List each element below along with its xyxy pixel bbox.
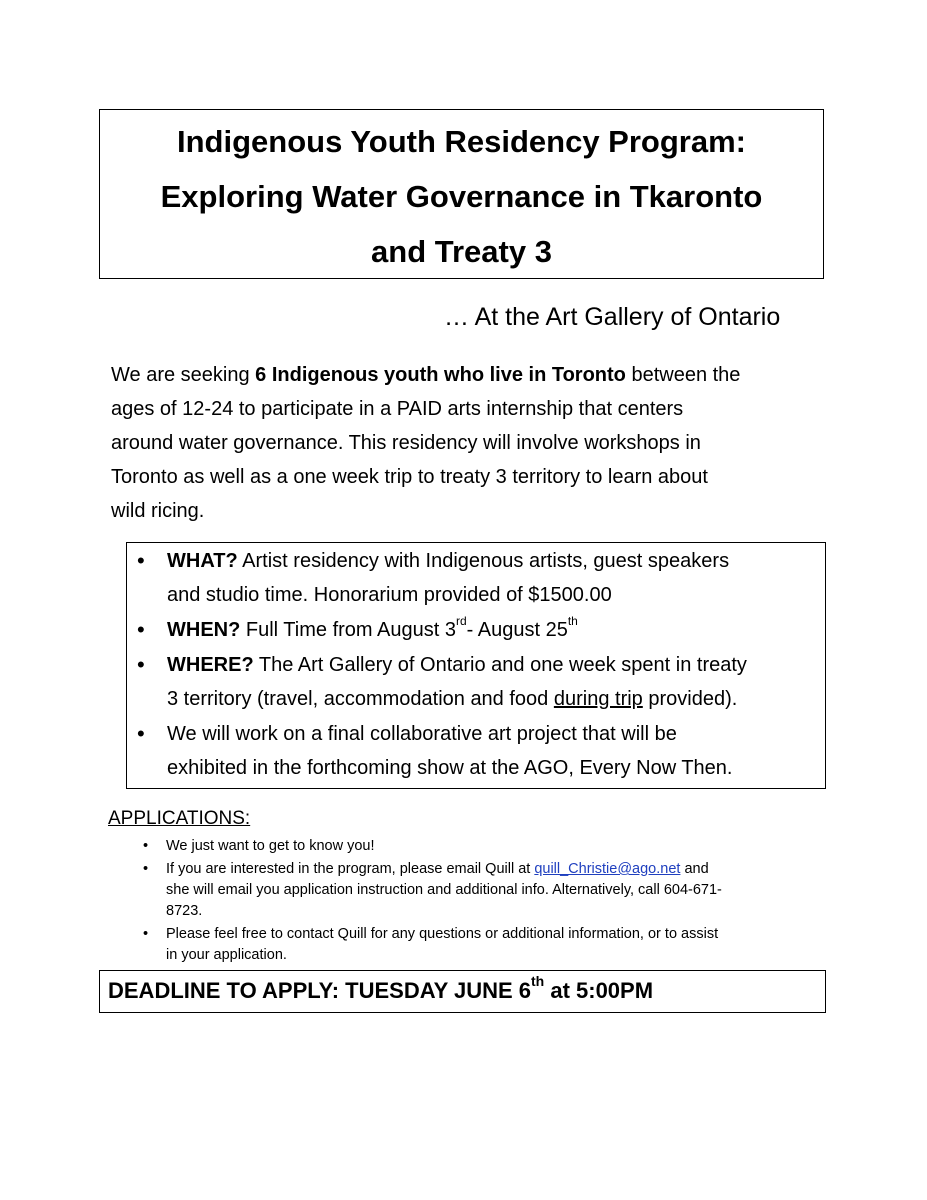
intro-lead: We are seeking bbox=[111, 364, 256, 386]
applications-item-3-line-1: • Please feel free to contact Quill for any questions or additional information, or to assist bbox=[166, 926, 719, 942]
intro-line-4: Toronto as well as a one week trip to treaty 3 territory to learn about bbox=[111, 466, 708, 488]
what-label: WHAT? bbox=[167, 550, 238, 572]
intro-line1-end: between the bbox=[625, 364, 741, 386]
deadline-box bbox=[99, 970, 826, 1013]
applications-item-3 bbox=[146, 924, 826, 966]
where-text-underlined: during trip bbox=[553, 688, 643, 710]
intro-line-3: around water governance. This residency will involve workshops in bbox=[111, 432, 701, 454]
when-text-b: - August 25 bbox=[466, 619, 568, 641]
details-item-when bbox=[127, 613, 825, 647]
applications-heading: APPLICATIONS: bbox=[108, 808, 251, 829]
applications-item-2-line-3: 8723. bbox=[166, 903, 203, 919]
applications-list bbox=[146, 836, 826, 968]
applications-item-2-text-a: If you are interested in the program, please email Quill at bbox=[166, 861, 535, 877]
title-box bbox=[99, 109, 824, 279]
intro-highlight: 6 Indigenous youth who live in Toronto bbox=[255, 364, 626, 386]
title-line-1: Indigenous Youth Residency Program: bbox=[177, 124, 746, 159]
email-link[interactable]: quill_Christie@ago.net bbox=[534, 861, 681, 877]
applications-item-2-line-2: she will email you application instruction and additional info. Alternatively, call 604-671- bbox=[166, 882, 722, 898]
when-text-a: Full Time from August 3 bbox=[240, 619, 456, 641]
applications-item-1-text: • We just want to get to know you! bbox=[166, 838, 375, 854]
when-sup-b: th bbox=[567, 614, 578, 629]
project-text-1: • We will work on a final collaborative art project that will be bbox=[167, 723, 677, 745]
applications-item-2-text-b: and bbox=[680, 861, 709, 877]
applications-item-3-line-2: in your application. bbox=[166, 947, 287, 963]
where-text-2b: provided). bbox=[642, 688, 738, 710]
when-label: WHEN? bbox=[167, 619, 241, 641]
subtitle: … At the Art Gallery of Ontario bbox=[444, 303, 781, 331]
intro-paragraph bbox=[111, 358, 831, 528]
when-sup-a: rd bbox=[455, 614, 467, 629]
deadline-text-a: DEADLINE TO APPLY: TUESDAY JUNE 6 bbox=[108, 978, 531, 1003]
intro-line-2: ages of 12-24 to participate in a PAID arts internship that centers bbox=[111, 398, 684, 420]
title-line-2: Exploring Water Governance in Tkaronto bbox=[160, 179, 763, 214]
what-text-1: Artist residency with Indigenous artists, guest speakers bbox=[237, 550, 730, 572]
deadline-text-b: at 5:00PM bbox=[544, 978, 654, 1003]
applications-item-1 bbox=[146, 836, 826, 857]
project-text-2: exhibited in the forthcoming show at the AGO, Every Now Then. bbox=[167, 757, 733, 779]
details-item-where bbox=[127, 648, 825, 716]
details-item-project bbox=[127, 717, 825, 785]
intro-line-5: wild ricing. bbox=[111, 500, 205, 522]
where-text-1: The Art Gallery of Ontario and one week spent in treaty bbox=[253, 654, 747, 676]
where-label: WHERE? bbox=[167, 654, 254, 676]
deadline-sup: th bbox=[531, 972, 545, 989]
what-text-2: and studio time. Honorarium provided of $1500.00 bbox=[167, 584, 612, 606]
where-text-2a: 3 territory (travel, accommodation and food bbox=[167, 688, 554, 710]
title-line-3: and Treaty 3 bbox=[371, 234, 552, 269]
details-item-what bbox=[127, 544, 825, 612]
applications-item-2 bbox=[146, 859, 826, 922]
details-box bbox=[126, 542, 826, 789]
